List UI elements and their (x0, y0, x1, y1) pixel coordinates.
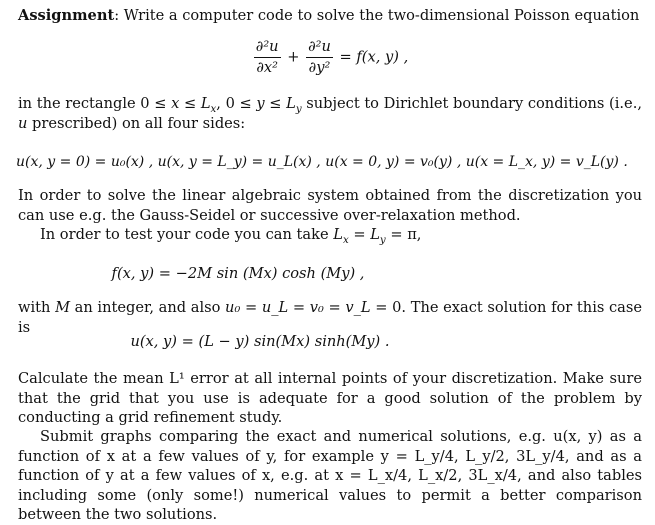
assignment-label: Assignment (18, 7, 115, 24)
error-paragraph: Calculate the mean L¹ error at all internal points of your discretization. Make sure that the grid that you use is adequate for a good solution of the problem by conducting a grid refinement study. (18, 370, 642, 426)
assignment-intro (18, 6, 642, 26)
assignment-lead: : Write a computer code to solve the two-dimensional Poisson equation (114, 7, 640, 24)
test-sub-y: y (379, 234, 386, 246)
test-text-5: L (370, 226, 380, 243)
domain-text-7: subject to Dirichlet boundary conditions (i.e., (301, 95, 642, 112)
m-text-3: an integer, and also (70, 299, 226, 316)
method-paragraph: In order to solve the linear algebraic system obtained from the discretization you can use e.g. the Gauss-Seidel or successive over-relaxation method. (18, 187, 642, 224)
graphs-paragraph: Submit graphs comparing the exact and numerical solutions, e.g. u(x, y) as a function of x at a few values of y, for example y = L_y/4, L_y/2, 3L_y/4, and as a function of y at a few values of x, e.g. at x = L_x/4, L_x/2, 3L_x/4, and also tables including some (only some!) numerical values to permit a better comparison between the two solutions. (18, 428, 642, 523)
test-paragraph (18, 225, 642, 245)
test-text-7: = π, (385, 226, 422, 243)
domain-text-2: x ≤ L (171, 95, 211, 112)
poisson-den-2: ∂y² (308, 59, 331, 76)
domain-text-5: y ≤ L (256, 95, 296, 112)
domain-text-8: u (18, 114, 28, 132)
poisson-equation (18, 38, 642, 77)
test-text-2: L (333, 226, 343, 243)
poisson-term-y (306, 38, 333, 77)
domain-text-9: prescribed) on all four sides: (27, 114, 246, 132)
boundary-conditions-equation: u(x, y = 0) = u₀(x) , u(x, y = L_y) = u_L(x) , u(x = 0, y) = v₀(y) , u(x = L_x, y) = v_L(y) . (16, 154, 628, 170)
poisson-num-2: ∂²u (306, 38, 333, 58)
domain-text-4: , 0 ≤ (216, 95, 257, 112)
poisson-den-1: ∂x² (256, 59, 278, 76)
domain-sub-x: x (210, 103, 217, 115)
poisson-rhs: = f(x, y) , (339, 48, 409, 66)
exact-solution-equation: u(x, y) = (L − y) sin(Mx) sinh(My) . (130, 333, 390, 350)
source-term-equation: f(x, y) = −2M sin (Mx) cosh (My) , (111, 265, 365, 282)
domain-text-1: in the rectangle 0 ≤ (18, 95, 172, 112)
domain-paragraph (18, 94, 642, 133)
m-text-1: with (18, 299, 56, 316)
test-text-1: In order to test your code you can take (40, 226, 334, 243)
domain-sub-y: y (295, 103, 302, 115)
m-text-4: u₀ = u_L = v₀ = v_L (225, 299, 371, 316)
test-text-4: = (348, 226, 371, 243)
poisson-term-x (254, 38, 281, 77)
m-text-5: = 0. The exact solution for this case is (18, 299, 642, 336)
m-text-2: M (55, 299, 71, 316)
poisson-num-1: ∂²u (254, 38, 281, 58)
test-sub-x: x (342, 234, 349, 246)
m-paragraph (18, 298, 642, 337)
poisson-plus: + (287, 48, 300, 66)
